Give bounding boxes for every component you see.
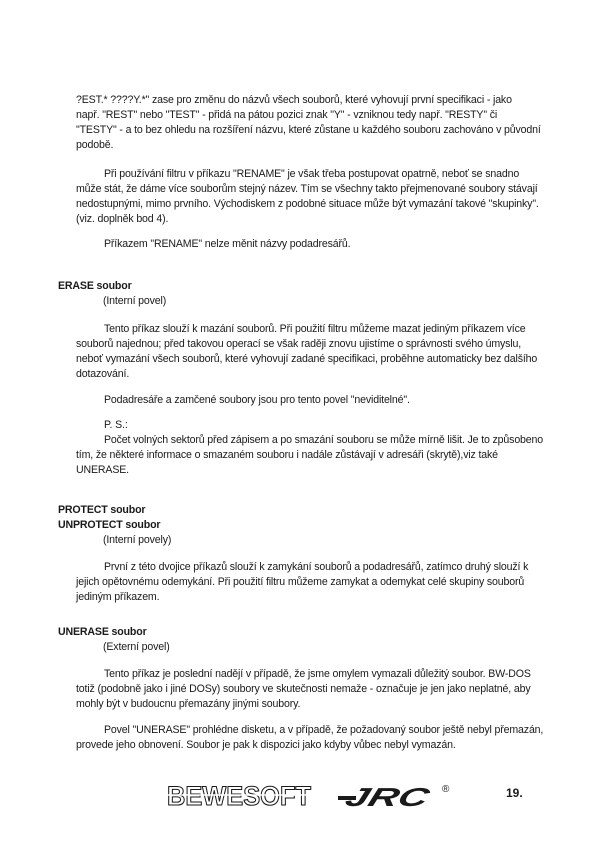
unerase-p1-line-2: totiž (podobně jako i jiné DOSy) soubory ve skutečnosti nemaže - označuje je jen jako neplatné, aby [76,683,531,695]
rename-note: Příkazem "RENAME" nelze měnit názvy podadresářů. [104,238,351,250]
protect-subtitle: (Interní povely) [103,534,172,546]
protect-heading: PROTECT soubor [58,504,146,516]
erase-ps-label: P. S.: [104,419,128,431]
erase-ps-line-1: Počet volných sektorů před zápisem a po smazání souboru se může mírně lišit. Je to způsobeno [104,434,544,446]
intro-line-1: ?EST.* ????Y.*" zase pro změnu do názvů všech souborů, které vyhovují první specifikaci - jako [76,94,512,106]
protect-p1-line-2: jejich opětovnému odemykání. Při použití filtru můžeme zamykat a odemykat celé skupiny souborů [76,576,525,588]
unerase-subtitle: (Externí povel) [103,641,170,653]
unerase-p1-line-3: mohly být v budoucnu přemazány jinými soubory. [76,698,301,710]
bewesoft-logo [165,778,315,812]
svg-text:BEWESOFT: BEWESOFT [167,781,312,811]
unerase-heading: UNERASE soubor [58,626,147,638]
intro-line-4: podobě. [76,139,114,151]
protect-p1-line-3: jediným příkazem. [76,591,160,603]
jrc-logo [336,780,454,814]
erase-p1-line-4: dotazování. [76,368,130,380]
unerase-p2-line-2: provede jeho obnovení. Soubor je pak k dispozici jako kdyby vůbec nebyl vymazán. [76,739,456,751]
erase-p2: Podadresáře a zamčené soubory jsou pro tento povel "neviditelné". [104,394,410,406]
erase-ps-line-2: tím, že některé informace o smazaném souboru i nadále zůstávají v adresáři (skrytě),viz také [76,449,498,461]
erase-subtitle: (Interní povel) [103,295,167,307]
unerase-p2-line-1: Povel "UNERASE" prohlédne disketu, a v případě, že požadovaný soubor ještě nebyl přemazán, [104,724,544,736]
protect-p1-line-1: První z této dvojice příkazů slouží k zamykání souborů a podadresářů, zatímco druhý slouží k [104,561,529,573]
registered-mark: ® [442,784,450,795]
unprotect-heading: UNPROTECT soubor [58,519,161,531]
filter-warning-line-2: může stát, že dáme více souborům stejný název. Tím se všechny takto přejmenované soubory stávají [76,183,538,195]
filter-warning-line-1: Při používání filtru v příkazu "RENAME" je však třeba postupovat opatrně, neboť se snadno [104,168,520,180]
intro-line-3: "TESTY" - a to bez ohledu na rozšíření názvu, které zůstane u každého souboru zachováno v původní [76,124,541,136]
intro-line-2: např. "REST" nebo "TEST" - přidá na pátou pozici znak "Y" - vzniknou tedy např. "RESTY" či [76,109,498,121]
erase-p1-line-2: souborů najednou; před takovou operací se však raději znovu ujistíme o správnosti svého úmyslu, [76,338,522,350]
page-number: 19. [506,786,523,800]
erase-heading: ERASE soubor [58,280,132,292]
svg-text:JRC: JRC [341,782,404,812]
erase-p1-line-3: neboť vymazání všech souborů, které vyhovují zadané specifikaci, proběhne automaticky bez dalšího [76,353,538,365]
filter-warning-line-3: nedostupnými, mimo prvního. Východiskem z podobné situace může být vymazání takové "skupinky". [76,198,539,210]
filter-warning-line-4: (viz. doplněk bod 4). [76,213,169,225]
erase-ps-line-3: UNERASE. [76,464,129,476]
unerase-p1-line-1: Tento příkaz je poslední nadějí v případě, že jsme omylem vymazali důležitý soubor. BW-DOS [104,668,531,680]
erase-p1-line-1: Tento příkaz slouží k mazání souborů. Při použití filtru můžeme mazat jediným příkazem více [104,323,526,335]
